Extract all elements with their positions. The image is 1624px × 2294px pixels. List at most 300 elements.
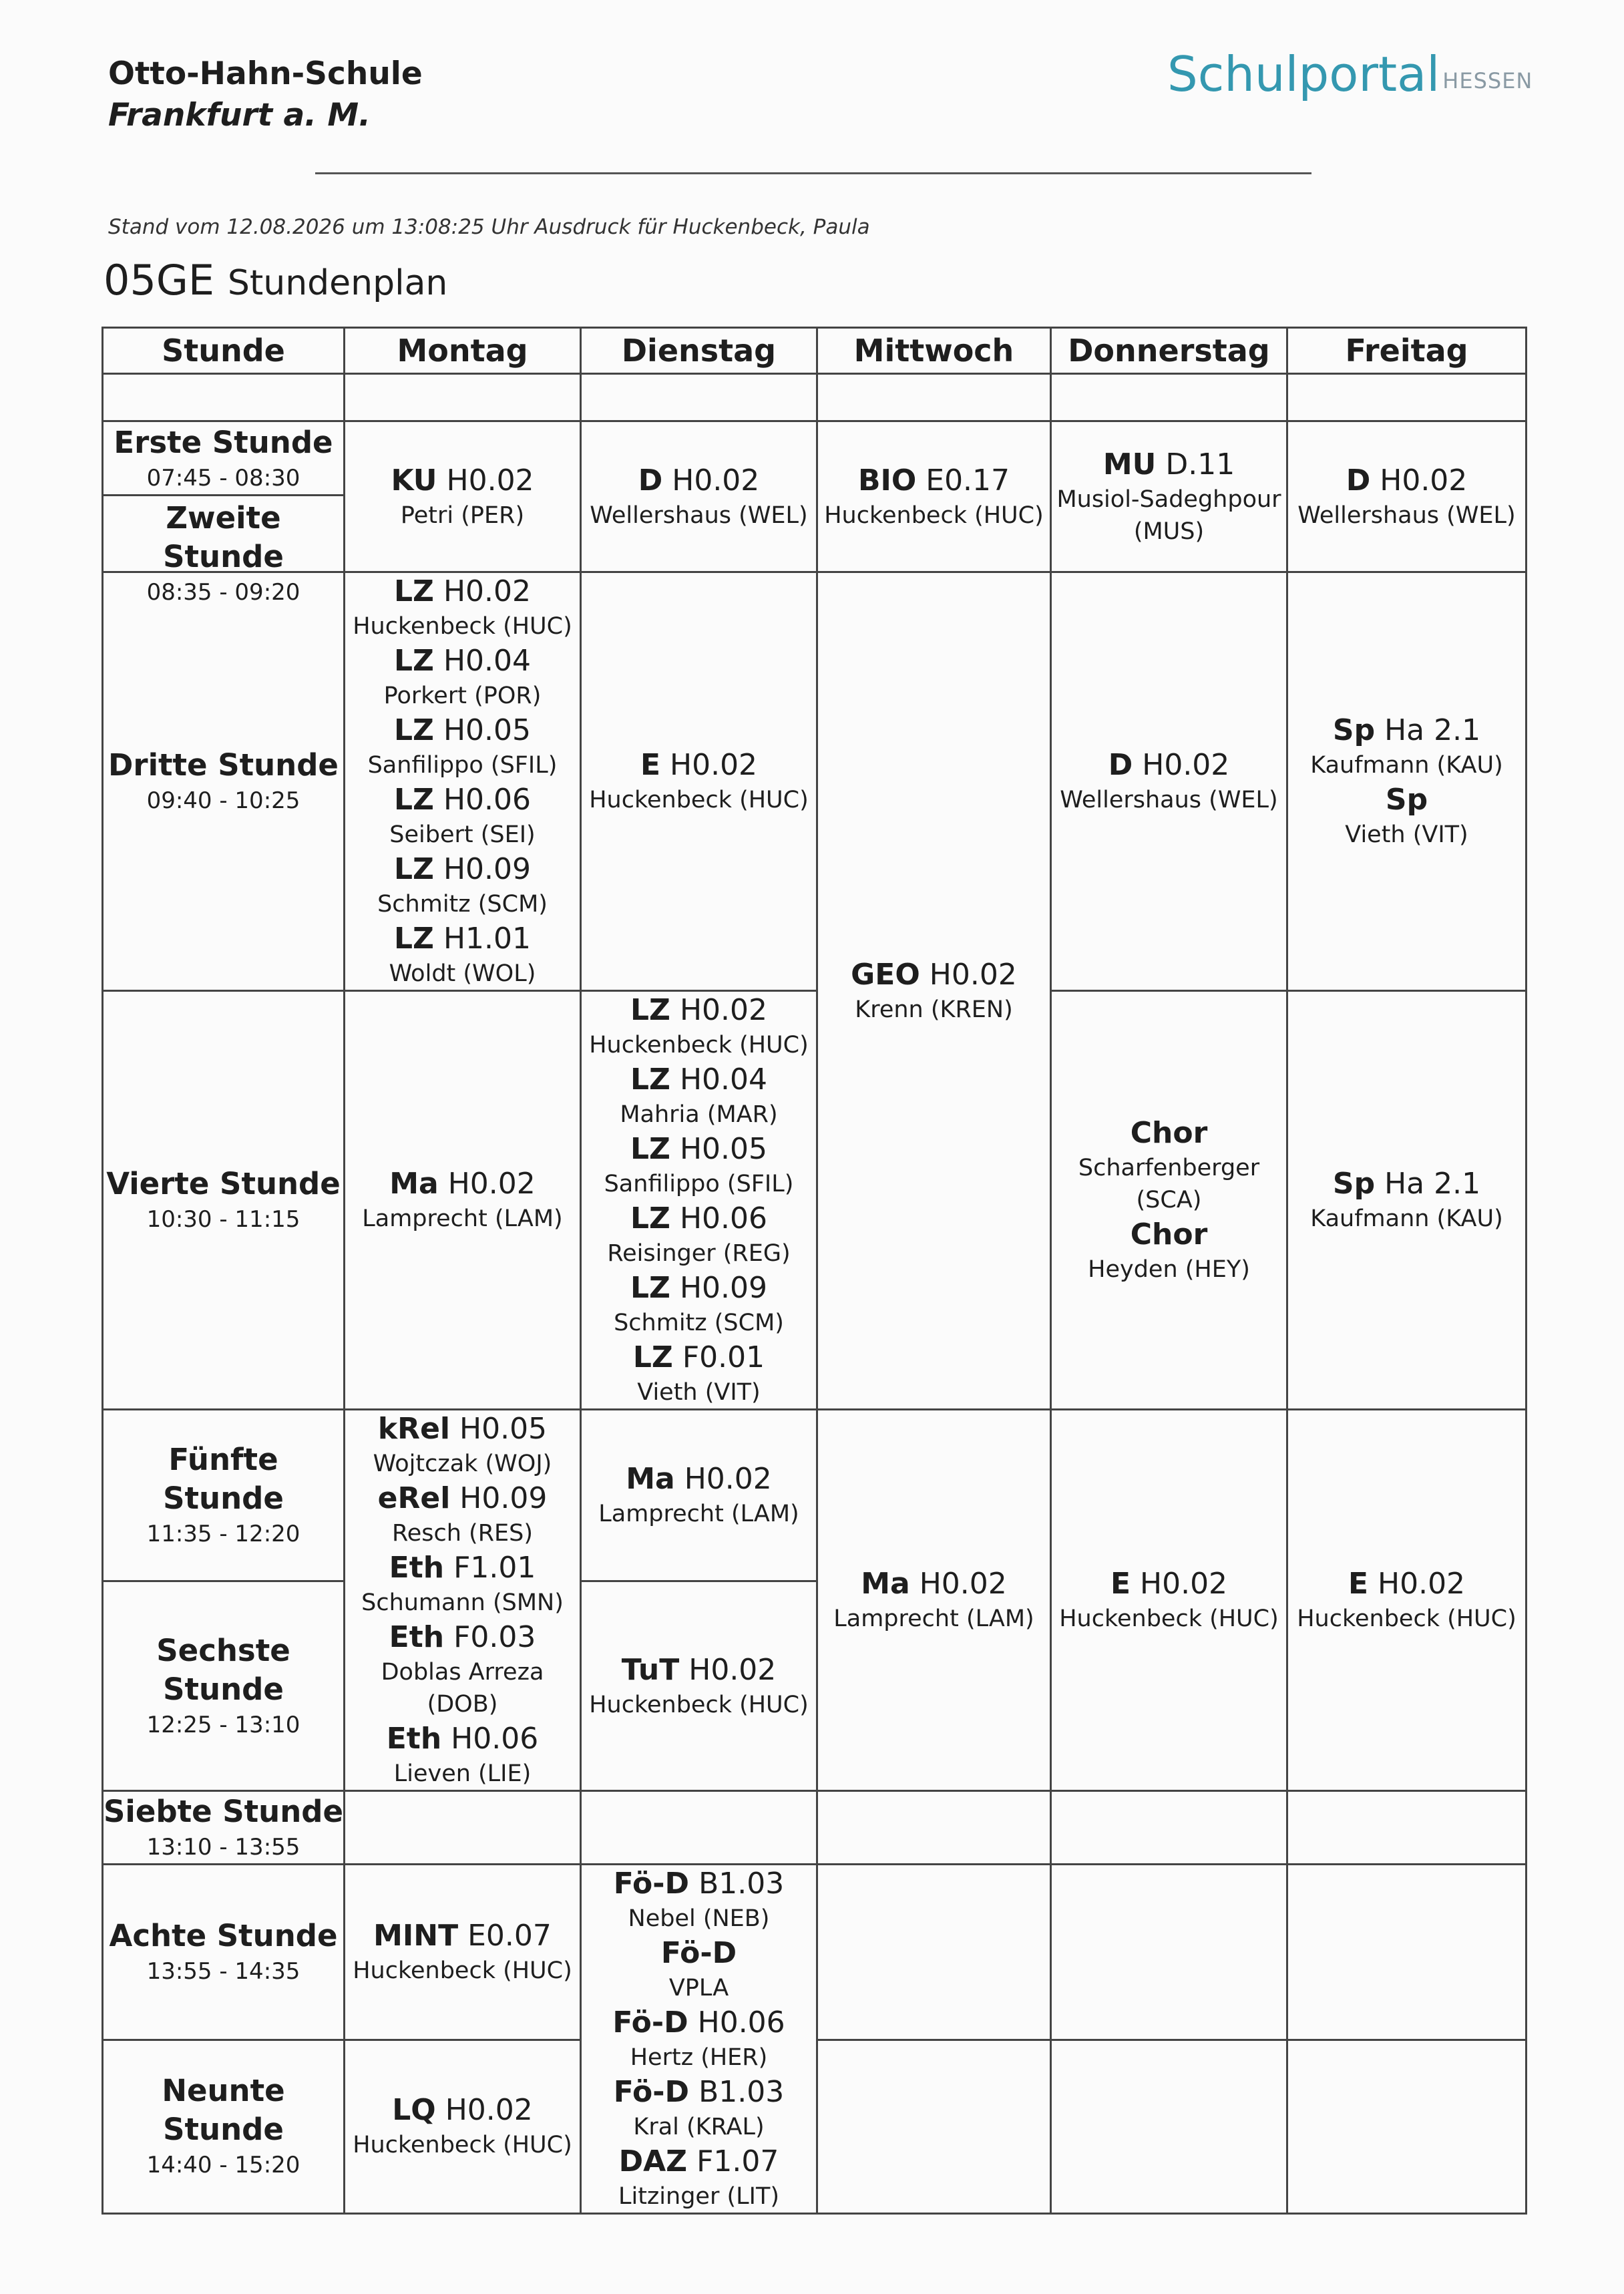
subject-line <box>582 2074 816 2111</box>
lesson-entry <box>1052 1115 1286 1216</box>
room: H0.02 <box>919 1567 1007 1601</box>
teacher: Huckenbeck (HUC) <box>824 502 1044 529</box>
subject-line <box>1288 781 1525 819</box>
room: H0.06 <box>697 2005 785 2040</box>
period-row-8 <box>103 1865 1527 2040</box>
empty-cell <box>1051 374 1287 421</box>
room: F1.01 <box>453 1551 536 1585</box>
lesson-cell <box>581 421 817 572</box>
room: H1.01 <box>443 922 531 956</box>
teacher: Sanfilippo (SFIL) <box>367 752 558 779</box>
teacher: Huckenbeck (HUC) <box>1059 1605 1279 1632</box>
lesson-entry <box>1288 781 1525 851</box>
class-code: 05GE <box>104 256 215 305</box>
lesson-entry <box>345 1410 580 1480</box>
subject-line <box>1288 1165 1525 1203</box>
subject-code: E <box>640 748 660 782</box>
room: H0.02 <box>1142 748 1230 782</box>
period-time: 12:25 - 13:10 <box>146 1711 300 1738</box>
teacher: Musiol-Sadeghpour (MUS) <box>1056 486 1281 545</box>
lesson-entry <box>582 2004 816 2074</box>
subject-line <box>582 1061 816 1099</box>
lesson-entry <box>818 1565 1050 1635</box>
period-label-6 <box>103 1581 345 1791</box>
period-time: 13:55 - 14:35 <box>146 1957 300 1985</box>
subject-line <box>582 1865 816 1903</box>
period-row-1-2 <box>103 421 1527 572</box>
subject-line <box>818 462 1050 500</box>
lesson-entry <box>1052 1565 1286 1635</box>
subject-code: Sp <box>1332 713 1376 747</box>
room: H0.02 <box>1380 463 1468 498</box>
empty-cell <box>1287 1791 1527 1865</box>
lesson-entry <box>1052 747 1286 816</box>
subject-line <box>582 1270 816 1307</box>
lesson-cell <box>581 1410 817 1581</box>
subject-line <box>582 2143 816 2180</box>
period-label-3 <box>103 572 345 991</box>
subject-code: D <box>1346 463 1371 498</box>
teacher: Lieven (LIE) <box>393 1760 532 1787</box>
subject-code: Eth <box>389 1620 445 1654</box>
subject-code: GEO <box>851 957 920 992</box>
lesson-entry <box>582 1865 816 1935</box>
subject-code: LZ <box>630 1063 670 1097</box>
header-divider <box>315 172 1311 174</box>
teacher: Mahria (MAR) <box>620 1101 778 1128</box>
period-name: Dritte Stunde <box>108 747 339 783</box>
subject-code: LZ <box>630 1271 670 1305</box>
period-name: Fünfte Stunde <box>163 1442 284 1517</box>
subject-code: LZ <box>630 993 670 1027</box>
room: D.11 <box>1165 447 1235 482</box>
subject-line <box>582 1131 816 1168</box>
period-name: Zweite Stunde <box>163 500 284 574</box>
school-city: Frankfurt a. M. <box>108 97 371 134</box>
subject-line <box>345 2092 580 2129</box>
lesson-entry <box>582 1339 816 1408</box>
lesson-entry <box>345 1619 580 1720</box>
lesson-entry <box>582 1200 816 1270</box>
period-time: 09:40 - 10:25 <box>146 787 300 814</box>
subject-code: MINT <box>373 1918 459 1953</box>
room: Ha 2.1 <box>1384 713 1481 747</box>
teacher: Doblas Arreza (DOB) <box>381 1659 544 1718</box>
period-time: 13:10 - 13:55 <box>146 1833 300 1861</box>
lesson-entry <box>582 1652 816 1721</box>
period-label-5 <box>103 1410 345 1581</box>
period-time: 11:35 - 12:20 <box>146 1521 300 1548</box>
lesson-entry <box>582 2074 816 2143</box>
col-header-montag: Montag <box>345 328 581 374</box>
teacher: Heyden (HEY) <box>1088 1256 1250 1283</box>
teacher: Huckenbeck (HUC) <box>1297 1605 1516 1632</box>
subject-line <box>582 2004 816 2042</box>
empty-row <box>103 374 1527 421</box>
title-word: Stundenplan <box>227 263 448 303</box>
lesson-entry <box>582 2143 816 2213</box>
room: H0.05 <box>459 1412 548 1446</box>
room: H0.02 <box>445 2093 533 2128</box>
school-header <box>108 53 423 136</box>
teacher: Reisinger (REG) <box>607 1240 791 1267</box>
teacher: Vieth (VIT) <box>637 1379 761 1406</box>
empty-cell <box>817 374 1051 421</box>
subject-line <box>1288 712 1525 749</box>
period-label-9 <box>103 2040 345 2214</box>
lesson-entry <box>1288 1565 1525 1635</box>
lesson-cell <box>1287 1410 1527 1791</box>
period-label-1-2 <box>103 421 345 606</box>
teacher: Lamprecht (LAM) <box>598 1501 799 1528</box>
lesson-cell <box>817 572 1051 1410</box>
teacher: Schmitz (SCM) <box>614 1310 784 1336</box>
room: H0.02 <box>1140 1567 1228 1601</box>
room: H0.02 <box>443 574 531 608</box>
lesson-entry <box>582 1461 816 1530</box>
lesson-entry <box>582 747 816 816</box>
col-header-freitag: Freitag <box>1287 328 1527 374</box>
teacher: Kral (KRAL) <box>633 2114 765 2140</box>
lesson-cell <box>581 1581 817 1791</box>
lesson-entry <box>1052 446 1286 548</box>
lesson-entry <box>1288 1165 1525 1235</box>
subject-line <box>1288 462 1525 500</box>
lesson-cell <box>817 1410 1051 1791</box>
teacher: Huckenbeck (HUC) <box>589 787 809 813</box>
period-label-2 <box>104 496 343 606</box>
subject-line <box>582 1200 816 1237</box>
subject-line <box>345 1619 580 1656</box>
col-header-mittwoch: Mittwoch <box>817 328 1051 374</box>
lesson-entry <box>345 1165 580 1235</box>
room: H0.05 <box>443 713 531 747</box>
lesson-cell <box>1287 421 1527 572</box>
subject-line <box>1052 1115 1286 1152</box>
lesson-entry <box>582 462 816 532</box>
lesson-entry <box>1288 712 1525 781</box>
lesson-entry <box>345 1917 580 1987</box>
subject-line <box>345 1549 580 1587</box>
teacher: Sanfilippo (SFIL) <box>604 1171 794 1197</box>
lesson-entry <box>345 1720 580 1790</box>
period-row-3 <box>103 572 1527 991</box>
subject-line <box>345 1917 580 1955</box>
period-name: Neunte Stunde <box>162 2073 285 2148</box>
empty-cell <box>345 374 581 421</box>
room: H0.09 <box>459 1481 548 1515</box>
subject-code: eRel <box>377 1481 451 1515</box>
teacher: Litzinger (LIT) <box>618 2183 779 2210</box>
period-time: 14:40 - 15:20 <box>146 2152 300 2179</box>
lesson-entry <box>1052 1216 1286 1286</box>
empty-cell <box>817 1865 1051 2040</box>
teacher: Lamprecht (LAM) <box>362 1205 563 1232</box>
subject-code: Sp <box>1385 783 1428 817</box>
period-row-5 <box>103 1410 1527 1581</box>
subject-code: Chor <box>1130 1116 1208 1150</box>
subject-code: E <box>1348 1567 1368 1601</box>
teacher: Huckenbeck (HUC) <box>353 2132 572 2159</box>
room: H0.05 <box>679 1132 767 1166</box>
teacher: Schmitz (SCM) <box>377 891 548 918</box>
empty-cell <box>1051 1865 1287 2040</box>
teacher: Wellershaus (WEL) <box>1297 502 1516 529</box>
subject-code: LZ <box>630 1201 670 1235</box>
room: H0.06 <box>443 783 531 817</box>
subject-code: Ma <box>861 1567 910 1601</box>
period-name: Vierte Stunde <box>106 1166 341 1201</box>
lesson-cell <box>345 421 581 572</box>
period-label-4 <box>103 991 345 1410</box>
col-header-stunde: Stunde <box>103 328 345 374</box>
subject-code: LZ <box>393 713 434 747</box>
lesson-cell <box>1051 572 1287 991</box>
lesson-cell <box>345 2040 581 2214</box>
period-row-4 <box>103 991 1527 1410</box>
subject-line <box>345 851 580 888</box>
teacher: Wojtczak (WOJ) <box>373 1451 552 1477</box>
subject-code: LZ <box>630 1132 670 1166</box>
teacher: Krenn (KREN) <box>855 996 1013 1023</box>
teacher: Scharfenberger (SCA) <box>1078 1155 1260 1213</box>
period-label-7 <box>103 1791 345 1865</box>
subject-line <box>582 1339 816 1376</box>
room: H0.02 <box>688 1652 777 1687</box>
room: H0.09 <box>443 852 531 886</box>
lesson-entry <box>582 1131 816 1200</box>
lesson-entry <box>345 781 580 851</box>
subject-code: LZ <box>393 922 434 956</box>
empty-cell <box>1051 1791 1287 1865</box>
subject-line <box>345 1165 580 1203</box>
lesson-cell <box>1287 572 1527 991</box>
page-title <box>104 252 447 311</box>
room: E0.17 <box>926 463 1010 498</box>
lesson-cell <box>1287 991 1527 1410</box>
lesson-cell <box>345 991 581 1410</box>
brand-region: HESSEN <box>1442 68 1533 93</box>
lesson-entry <box>345 920 580 990</box>
room: F0.01 <box>682 1340 765 1374</box>
room: B1.03 <box>698 2075 785 2109</box>
room: H0.02 <box>679 993 767 1027</box>
subject-code: DAZ <box>618 2144 688 2178</box>
subject-line <box>345 1720 580 1758</box>
subject-line <box>1052 1565 1286 1603</box>
subject-line <box>1052 446 1286 484</box>
period-time: 08:35 - 09:20 <box>146 579 300 606</box>
lesson-entry <box>582 1061 816 1131</box>
subject-code: Sp <box>1332 1167 1376 1201</box>
lesson-cell <box>345 1865 581 2040</box>
subject-line <box>818 1565 1050 1603</box>
period-time: 10:30 - 11:15 <box>146 1206 300 1233</box>
teacher: Lamprecht (LAM) <box>833 1605 1034 1632</box>
lesson-entry <box>345 2092 580 2161</box>
room: E0.07 <box>467 1918 552 1953</box>
lesson-entry <box>818 956 1050 1026</box>
lesson-entry <box>582 992 816 1061</box>
empty-cell <box>345 1791 581 1865</box>
subject-code: LZ <box>632 1340 673 1374</box>
empty-cell <box>1287 2040 1527 2214</box>
teacher: Kaufmann (KAU) <box>1310 1205 1503 1232</box>
lesson-cell <box>581 572 817 991</box>
lesson-entry <box>582 1935 816 2004</box>
lesson-entry <box>345 712 580 781</box>
subject-code: Chor <box>1130 1217 1208 1252</box>
subject-code: MU <box>1102 447 1157 482</box>
subject-line <box>582 1935 816 1972</box>
room: H0.02 <box>929 957 1017 992</box>
subject-line <box>582 1652 816 1689</box>
empty-cell <box>581 374 817 421</box>
teacher: Woldt (WOL) <box>389 960 536 987</box>
subject-code: Eth <box>386 1722 442 1756</box>
subject-code: E <box>1110 1567 1131 1601</box>
teacher: Wellershaus (WEL) <box>1060 787 1278 813</box>
lesson-entry <box>818 462 1050 532</box>
subject-line <box>345 920 580 958</box>
lesson-cell <box>1051 991 1287 1410</box>
room: H0.02 <box>446 463 534 498</box>
lesson-cell <box>581 991 817 1410</box>
subject-code: KU <box>391 463 437 498</box>
period-name: Erste Stunde <box>114 425 333 460</box>
room: F1.07 <box>696 2144 779 2178</box>
subject-code: Fö-D <box>613 2075 690 2109</box>
subject-code: TuT <box>621 1652 680 1687</box>
room: H0.06 <box>451 1722 539 1756</box>
lesson-cell <box>345 572 581 991</box>
empty-cell <box>103 374 345 421</box>
subject-line <box>345 642 580 680</box>
room: Ha 2.1 <box>1384 1167 1481 1201</box>
room: H0.02 <box>447 1167 536 1201</box>
teacher: Nebel (NEB) <box>628 1905 770 1932</box>
subject-code: BIO <box>857 463 917 498</box>
subject-code: LZ <box>393 644 434 678</box>
subject-line <box>345 1410 580 1448</box>
col-header-donnerstag: Donnerstag <box>1051 328 1287 374</box>
lesson-cell <box>1051 1410 1287 1791</box>
subject-line <box>582 992 816 1029</box>
subject-code: Fö-D <box>612 2005 688 2040</box>
teacher: Huckenbeck (HUC) <box>353 613 572 640</box>
empty-cell <box>817 1791 1051 1865</box>
room: B1.03 <box>698 1867 785 1901</box>
teacher: Resch (RES) <box>391 1520 534 1547</box>
subject-code: Eth <box>389 1551 445 1585</box>
subject-line <box>1052 747 1286 784</box>
subject-line <box>345 712 580 749</box>
period-label-8 <box>103 1865 345 2040</box>
lesson-entry <box>582 1270 816 1339</box>
lesson-entry <box>345 573 580 642</box>
subject-code: D <box>1108 748 1133 782</box>
print-timestamp: Stand vom 12.08.2026 um 13:08:25 Uhr Ausdruck für Huckenbeck, Paula <box>108 215 870 239</box>
subject-line <box>345 781 580 819</box>
teacher: Wellershaus (WEL) <box>590 502 808 529</box>
teacher: Huckenbeck (HUC) <box>589 1691 809 1718</box>
schulportal-logo <box>1167 44 1533 104</box>
lesson-cell <box>1051 421 1287 572</box>
lesson-cell <box>817 421 1051 572</box>
lesson-entry <box>345 1549 580 1619</box>
subject-code: Fö-D <box>660 1936 737 1970</box>
lesson-entry <box>345 642 580 712</box>
room: H0.04 <box>443 644 531 678</box>
period-time: 07:45 - 08:30 <box>146 465 300 492</box>
subject-code: LZ <box>393 852 434 886</box>
period-label-1 <box>104 422 343 496</box>
col-header-dienstag: Dienstag <box>581 328 817 374</box>
lesson-entry <box>345 851 580 920</box>
empty-cell <box>1287 1865 1527 2040</box>
empty-cell <box>1051 2040 1287 2214</box>
subject-line <box>818 956 1050 994</box>
subject-line <box>582 1461 816 1498</box>
subject-code: kRel <box>377 1412 450 1446</box>
room: H0.06 <box>679 1201 767 1235</box>
teacher: Kaufmann (KAU) <box>1310 752 1503 779</box>
lesson-entry <box>1288 462 1525 532</box>
period-name: Siebte Stunde <box>104 1793 343 1829</box>
empty-cell <box>581 1791 817 1865</box>
period-name: Achte Stunde <box>109 1917 338 1953</box>
teacher: Petri (PER) <box>400 502 525 529</box>
subject-line <box>1052 1216 1286 1254</box>
teacher: Seibert (SEI) <box>389 821 536 848</box>
subject-line <box>582 747 816 784</box>
subject-line <box>1288 1565 1525 1603</box>
lesson-entry <box>345 1480 580 1549</box>
period-name: Sechste Stunde <box>156 1632 290 1707</box>
timetable <box>102 327 1527 2215</box>
lesson-entry <box>345 462 580 532</box>
lesson-cell <box>345 1410 581 1791</box>
subject-code: LQ <box>392 2093 436 2128</box>
lesson-cell <box>581 1865 817 2214</box>
subject-code: D <box>638 463 663 498</box>
room: H0.02 <box>1378 1567 1466 1601</box>
room: H0.09 <box>679 1271 767 1305</box>
subject-code: Ma <box>389 1167 439 1201</box>
subject-line <box>345 1480 580 1517</box>
teacher: Schumann (SMN) <box>361 1589 564 1616</box>
teacher: VPLA <box>668 1975 729 2001</box>
room: H0.02 <box>684 1462 772 1497</box>
subject-line <box>582 462 816 500</box>
subject-code: Fö-D <box>613 1867 690 1901</box>
room: H0.04 <box>679 1063 767 1097</box>
empty-cell <box>1287 374 1527 421</box>
teacher: Vieth (VIT) <box>1345 821 1468 848</box>
subject-line <box>345 462 580 500</box>
period-row-7 <box>103 1791 1527 1865</box>
room: F0.03 <box>453 1620 536 1654</box>
timetable-header-row <box>103 328 1527 374</box>
subject-code: LZ <box>393 783 434 817</box>
teacher: Huckenbeck (HUC) <box>589 1032 809 1059</box>
teacher: Huckenbeck (HUC) <box>353 1957 572 1984</box>
teacher: Hertz (HER) <box>630 2044 768 2071</box>
room: H0.02 <box>670 748 758 782</box>
brand-name: Schulportal <box>1167 46 1440 102</box>
teacher: Porkert (POR) <box>383 683 542 709</box>
subject-code: Ma <box>626 1462 675 1497</box>
